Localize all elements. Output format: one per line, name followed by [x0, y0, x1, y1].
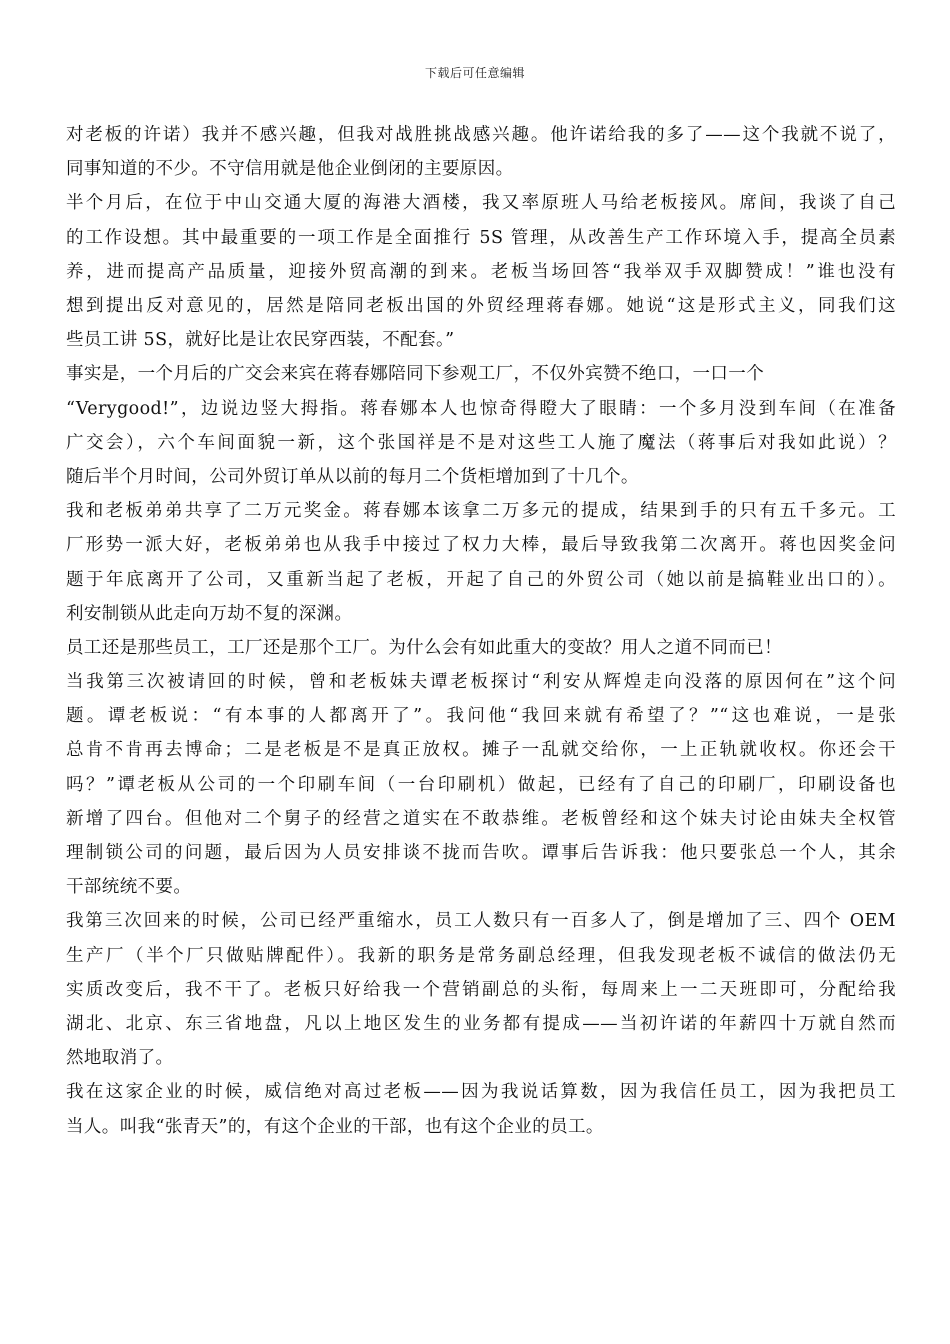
text-line: 养，进而提高产品质量，迎接外贸高潮的到来。老板当场回答“我举双手双脚赞成！”谁也没有	[66, 261, 896, 282]
paragraph	[66, 186, 896, 357]
text-line: 我第三次回来的时候，公司已经严重缩水，员工人数只有一百多人了，倒是增加了三、四个 OEM	[66, 911, 896, 932]
paragraph	[66, 494, 896, 631]
paragraph	[66, 631, 896, 665]
text-line: 当人。叫我“张青天”的，有这个企业的干部，也有这个企业的员工。	[66, 1116, 604, 1137]
text-line: 当我第三次被请回的时候，曾和老板妹夫谭老板探讨“利安从辉煌走向没落的原因何在”这个问	[66, 672, 896, 693]
text-line: 理制锁公司的问题，最后因为人员安排谈不拢而告吹。谭事后告诉我：他只要张总一个人，其余	[66, 843, 896, 864]
text-line: 事实是，一个月后的广交会来宾在蒋春娜陪同下参观工厂，不仅外宾赞不绝口，一口一个	[66, 364, 765, 385]
text-line: 生产厂（半个厂只做贴牌配件）。我新的职务是常务副总经理，但我发现老板不诚信的做法仍无	[66, 945, 896, 966]
text-line: 利安制锁从此走向万劫不复的深渊。	[66, 603, 353, 624]
text-line: 题。谭老板说：“有本事的人都离开了”。我问他“我回来就有希望了？”“这也难说，一是张	[66, 706, 896, 727]
paragraph	[66, 357, 896, 494]
text-line: 题于年底离开了公司，又重新当起了老板，开起了自己的外贸公司（她以前是搞鞋业出口的）。	[66, 569, 896, 590]
paragraph	[66, 118, 896, 186]
text-line: 些员工讲 5S，就好比是让农民穿西装，不配套。”	[66, 330, 455, 351]
text-line: 我和老板弟弟共享了二万元奖金。蒋春娜本该拿二万多元的提成，结果到手的只有五千多元。工	[66, 501, 896, 522]
text-line: 半个月后，在位于中山交通大厦的海港大酒楼，我又率原班人马给老板接风。席间，我谈了自己	[66, 193, 896, 214]
text-line: 新增了四台。但他对二个舅子的经营之道实在不敢恭维。老板曾经和这个妹夫讨论由妹夫全权管	[66, 808, 896, 829]
text-line: 总肯不肯再去博命；二是老板是不是真正放权。摊子一乱就交给你，一上正轨就收权。你还会干	[66, 740, 896, 761]
paragraph	[66, 665, 896, 904]
text-line: 实质改变后，我不干了。老板只好给我一个营销副总的头衔，每周来上一二天班即可，分配给我	[66, 979, 896, 1000]
paragraph	[66, 904, 896, 1075]
page-header: 下载后可任意编辑	[424, 66, 525, 80]
text-line: 想到提出反对意见的，居然是陪同老板出国的外贸经理蒋春娜。她说“这是形式主义，同我们这	[66, 295, 896, 316]
text-line: 的工作设想。其中最重要的一项工作是全面推行 5S 管理，从改善生产工作环境入手，提高全员素	[66, 227, 896, 248]
text-line: 厂形势一派大好，老板弟弟也从我手中接过了权力大棒，最后导致我第二次离开。蒋也因奖金问	[66, 535, 896, 556]
text-line: 然地取消了。	[66, 1048, 174, 1069]
text-line: 同事知道的不少。不守信用就是他企业倒闭的主要原因。	[66, 159, 514, 180]
text-line: 吗？”谭老板从公司的一个印刷车间（一台印刷机）做起，已经有了自己的印刷厂，印刷设备也	[66, 774, 896, 795]
text-line: 干部统统不要。	[66, 877, 192, 898]
text-line: 湖北、北京、东三省地盘，凡以上地区发生的业务都有提成——当初许诺的年薪四十万就自然而	[66, 1013, 896, 1034]
document-body	[66, 118, 896, 1144]
paragraph	[66, 1075, 896, 1143]
text-line: 我在这家企业的时候，威信绝对高过老板——因为我说话算数，因为我信任员工，因为我把员工	[66, 1082, 896, 1103]
text-line: “Verygood!”，边说边竖大拇指。蒋春娜本人也惊奇得瞪大了眼睛：一个多月没到车间（在准备	[66, 398, 896, 419]
text-line: 随后半个月时间，公司外贸订单从以前的每月二个货柜增加到了十几个。	[66, 466, 639, 487]
text-line: 对老板的许诺）我并不感兴趣，但我对战胜挑战感兴趣。他许诺给我的多了——这个我就不说了，	[66, 125, 896, 145]
text-line: 员工还是那些员工，工厂还是那个工厂。为什么会有如此重大的变故？用人之道不同而已！	[66, 637, 782, 658]
text-line: 广交会），六个车间面貌一新，这个张国祥是不是对这些工人施了魔法（蒋事后对我如此说）？	[66, 432, 896, 453]
